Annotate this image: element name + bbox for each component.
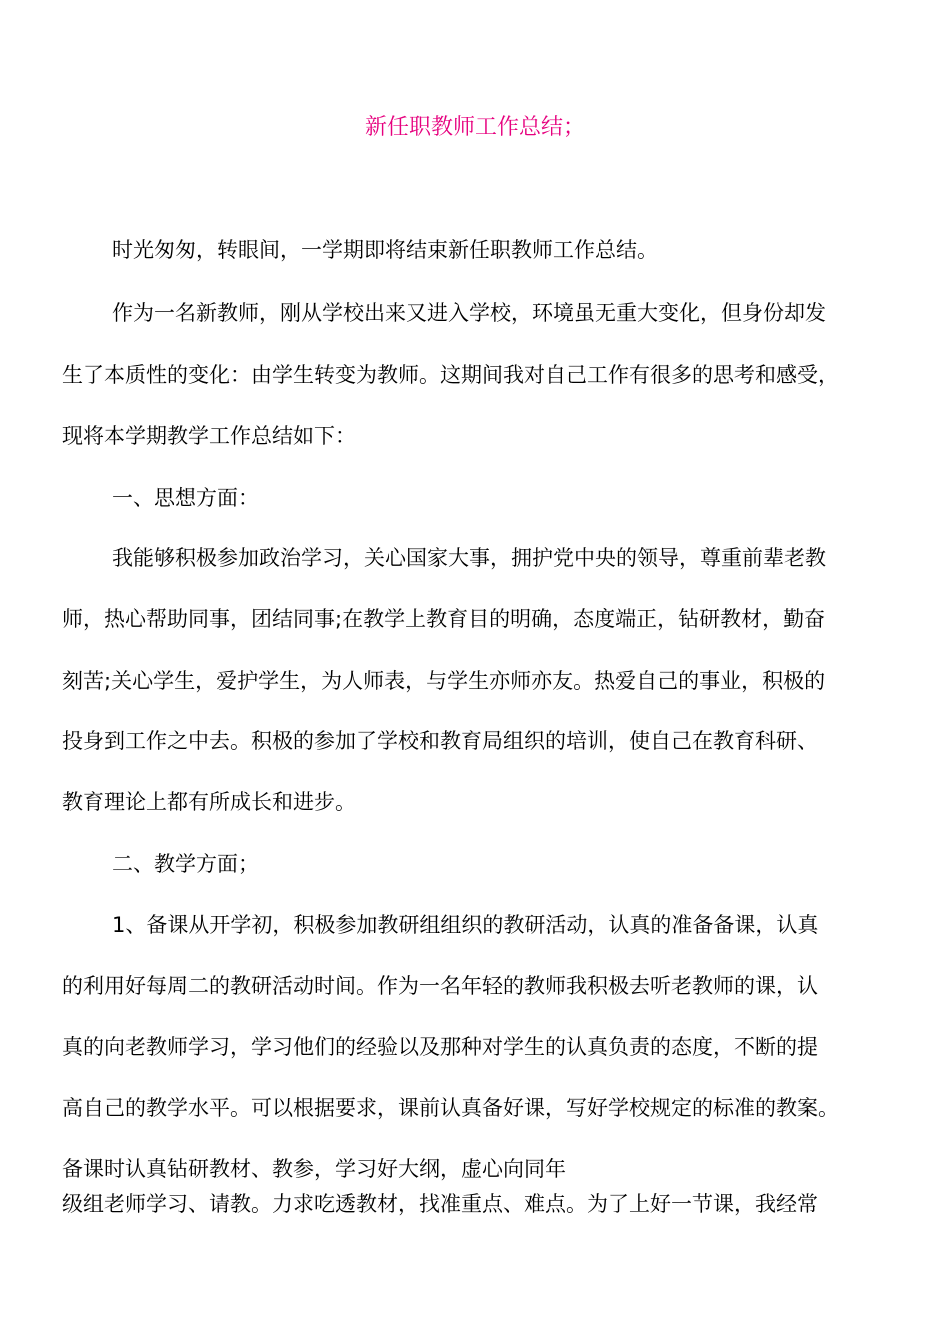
paragraph-line: 刻苦;关心学生，爱护学生，为人师表，与学生亦师亦友。热爱自己的事业，积极的 bbox=[62, 669, 826, 693]
paragraph-line: 时光匆匆，转眼间，一学期即将结束新任职教师工作总结。 bbox=[112, 238, 658, 262]
paragraph-line: 高自己的教学水平。可以根据要求，课前认真备好课，写好学校规定的标准的教案。 bbox=[62, 1096, 839, 1120]
paragraph-line: 备课时认真钻研教材、教参，学习好大纲，虚心向同年 bbox=[62, 1157, 566, 1181]
section-heading: 一、思想方面： bbox=[112, 486, 259, 510]
paragraph-line: 1、备课从开学初，积极参加教研组组织的教研活动，认真的准备备课，认真 bbox=[112, 913, 819, 937]
paragraph-line: 生了本质性的变化：由学生转变为教师。这期间我对自己工作有很多的思考和感受， bbox=[62, 363, 839, 387]
paragraph-line: 级组老师学习、请教。力求吃透教材，找准重点、难点。为了上好一节课，我经常 bbox=[62, 1192, 818, 1216]
paragraph-line: 的利用好每周二的教研活动时间。作为一名年轻的教师我积极去听老教师的课，认 bbox=[62, 974, 818, 998]
paragraph-line: 真的向老教师学习，学习他们的经验以及那种对学生的认真负责的态度，不断的提 bbox=[62, 1035, 818, 1059]
paragraph-line: 投身到工作之中去。积极的参加了学校和教育局组织的培训，使自己在教育科研、 bbox=[62, 729, 818, 753]
section-heading: 二、教学方面； bbox=[112, 852, 259, 876]
paragraph-line: 教育理论上都有所成长和进步。 bbox=[62, 790, 356, 814]
paragraph-line: 师，热心帮助同事，团结同事;在教学上教育目的明确，态度端正，钻研教材，勤奋 bbox=[62, 607, 826, 631]
document-title: 新任职教师工作总结； bbox=[364, 115, 585, 140]
paragraph-line: 现将本学期教学工作总结如下： bbox=[62, 424, 356, 448]
paragraph-line: 作为一名新教师，刚从学校出来又进入学校，环境虽无重大变化，但身份却发 bbox=[112, 301, 826, 325]
paragraph-line: 我能够积极参加政治学习，关心国家大事，拥护党中央的领导，尊重前辈老教 bbox=[112, 546, 826, 570]
